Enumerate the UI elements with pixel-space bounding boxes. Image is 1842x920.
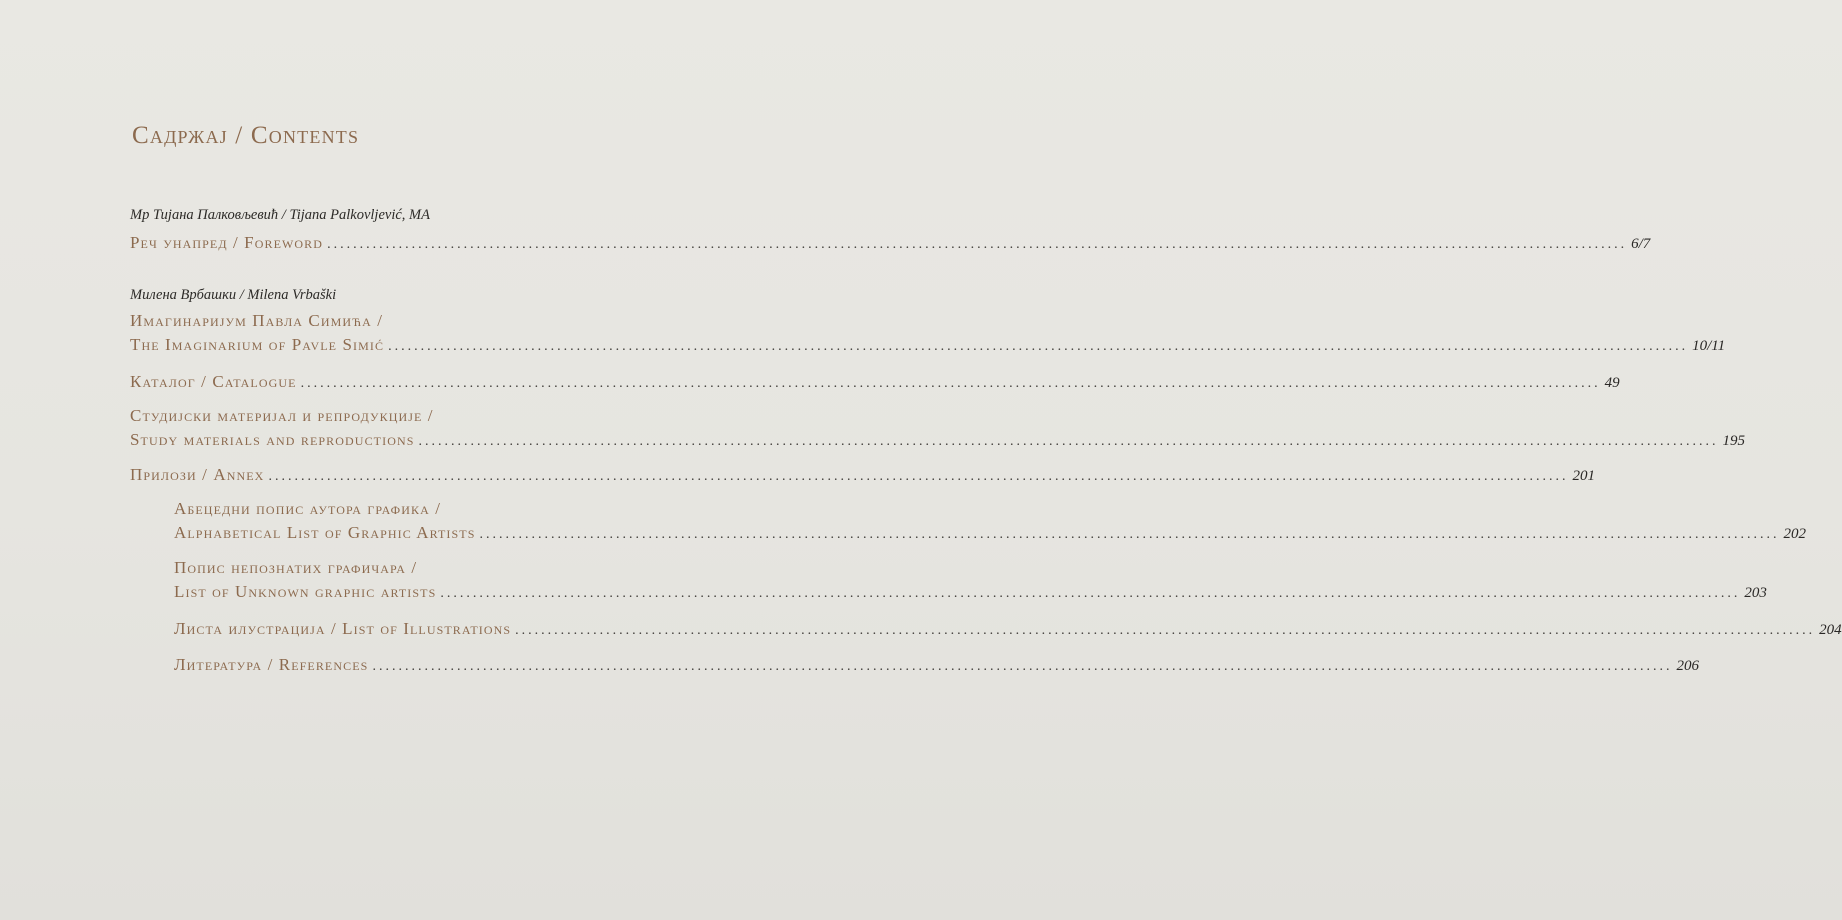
toc-entry	[130, 430, 1746, 450]
toc-subentry-title: Alphabetical List of Graphic Artists	[174, 523, 476, 542]
toc-subentry-page: 203	[1744, 585, 1767, 601]
leader-dots: ........................................................................................................................................................................................................	[388, 339, 1689, 354]
leader-dots: ........................................................................................................................................................................................................	[300, 376, 1601, 391]
toc-entry-title: Прилози / Annex	[130, 465, 265, 484]
leader-dots: ........................................................................................................................................................................................................	[515, 623, 1816, 638]
toc-entry-title-line1: Имагинаријум Павла Симића /	[130, 311, 384, 330]
toc-subentry-title: Литература / References	[174, 655, 369, 674]
toc-entry	[130, 233, 1651, 253]
leader-dots: ........................................................................................................................................................................................................	[479, 527, 1780, 542]
toc-subentry-title-line1: Попис непознатих графичара /	[174, 558, 418, 577]
toc-entry-title: Каталог / Catalogue	[130, 372, 297, 391]
toc-entry-page: 195	[1722, 433, 1746, 449]
toc-entry	[130, 372, 1620, 392]
leader-dots: ........................................................................................................................................................................................................	[372, 659, 1673, 674]
toc-entry-title: Study materials and reproductions	[130, 430, 415, 449]
toc-entry-page: 201	[1572, 468, 1595, 484]
toc-entry-page: 10/11	[1692, 338, 1726, 354]
toc-subentry-page: 202	[1783, 526, 1807, 542]
toc-entry-page: 49	[1604, 375, 1620, 391]
toc-subentry-title: List of Unknown graphic artists	[174, 582, 437, 601]
entry-author: Милена Врбашки / Milena Vrbaški	[130, 287, 337, 303]
toc-subentry	[174, 619, 1842, 639]
toc-entry-title: The Imaginarium of Pavle Simić	[130, 335, 385, 354]
toc-subentry	[174, 523, 1807, 543]
toc-subentry	[174, 655, 1699, 675]
toc-subentry-title: Листа илустрација / List of Illustrations	[174, 619, 512, 638]
toc-entry-page: 6/7	[1631, 236, 1651, 252]
leader-dots: ........................................................................................................................................................................................................	[418, 434, 1719, 449]
page-title: Садржај / Contents	[132, 122, 360, 149]
toc-entry	[130, 465, 1595, 485]
toc-entry	[130, 335, 1726, 355]
entry-author: Мр Тијана Палковљевић / Tijana Palkovljević, MA	[130, 207, 430, 223]
leader-dots: ........................................................................................................................................................................................................	[268, 469, 1569, 484]
toc-subentry-title-line1: Абецедни попис аутора графика /	[174, 499, 442, 518]
toc-entry-title: Реч унапред / Foreword	[130, 233, 324, 252]
toc-entry-title-line1: Студијски материјал и репродукције /	[130, 406, 434, 425]
toc-subentry	[174, 582, 1767, 602]
leader-dots: ........................................................................................................................................................................................................	[440, 586, 1741, 601]
leader-dots: ........................................................................................................................................................................................................	[327, 237, 1628, 252]
toc-subentry-page: 206	[1676, 658, 1699, 674]
toc-subentry-page: 204	[1819, 622, 1842, 638]
